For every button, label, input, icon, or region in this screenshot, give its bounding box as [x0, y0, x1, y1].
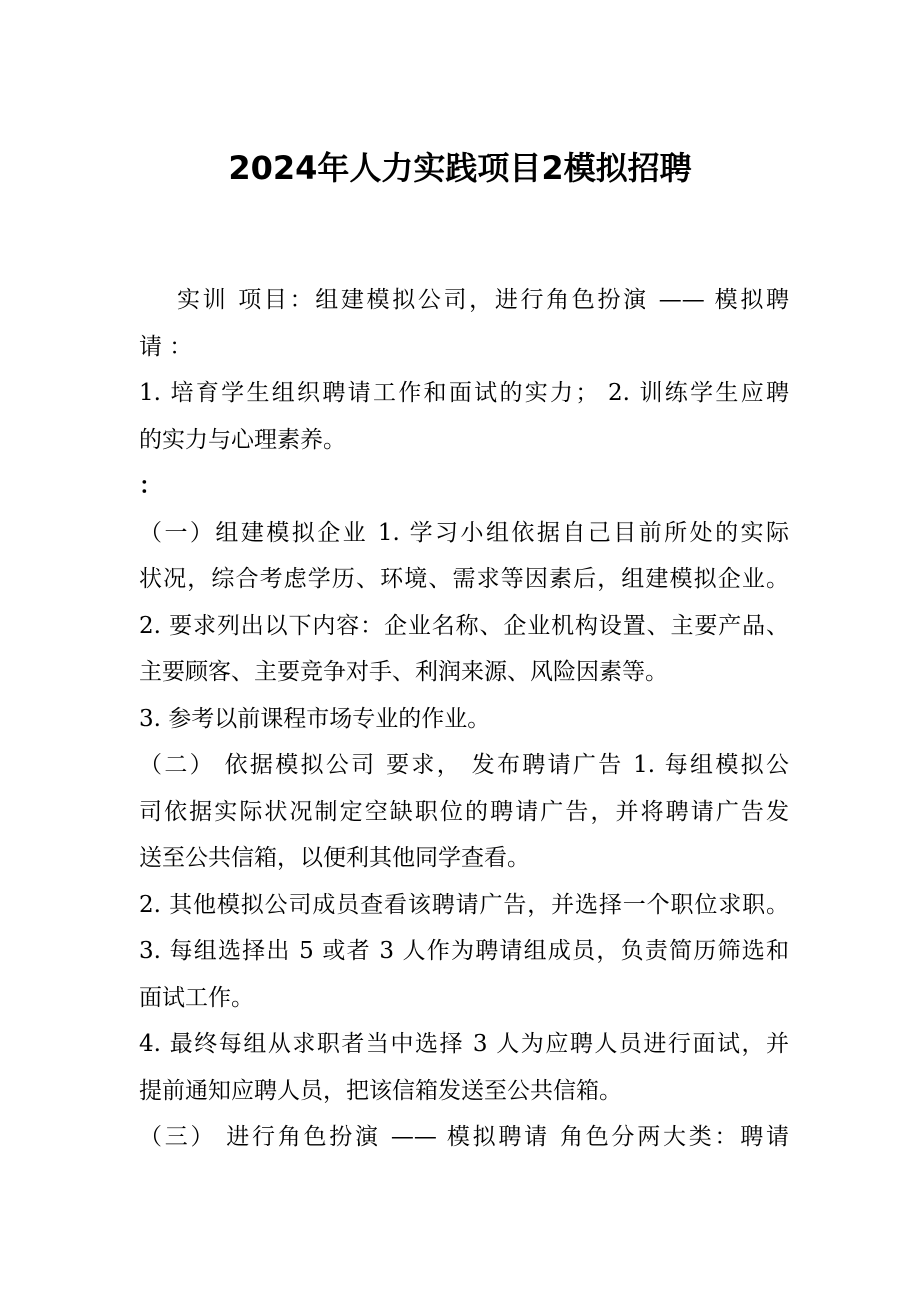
body-line: 面试工作。	[139, 984, 254, 1011]
body-line: （一）组建模拟企业 1. 学习小组依据自己目前所处的实际	[139, 519, 789, 546]
body-line: 送至公共信箱，以便利其他同学查看。	[139, 845, 530, 871]
body-line: 请 ：	[139, 333, 193, 360]
body-line: 3. 每组选择出 5 或者 3 人作为聘请组成员，负责简历筛选和	[139, 938, 789, 964]
body-line: 2. 其他模拟公司成员查看该聘请广告，并选择一个职位求职。	[139, 891, 789, 918]
document-body	[139, 277, 789, 1161]
body-line: ：	[139, 472, 162, 499]
body-line: 司依据实际状况制定空缺职位的聘请广告，并将聘请广告发	[139, 798, 789, 825]
body-line: 3. 参考以前课程市场专业的作业。	[139, 705, 491, 732]
body-line: 实训 项目：组建模拟公司，进行角色扮演 —— 模拟聘	[177, 287, 789, 313]
body-line: 2. 要求列出以下内容：企业名称、企业机构设置、主要产品、	[139, 612, 789, 639]
body-line: （二） 依据模拟公司 要求， 发布聘请广告 1. 每组模拟公	[139, 752, 789, 778]
document-title: 2024年人力实践项目2模拟招聘	[228, 149, 692, 187]
body-line: 1. 培育学生组织聘请工作和面试的实力； 2. 训练学生应聘	[139, 380, 789, 406]
body-line: （三） 进行角色扮演 —— 模拟聘请 角色分两大类：聘请	[139, 1124, 789, 1150]
body-line: 4. 最终每组从求职者当中选择 3 人为应聘人员进行面试，并	[139, 1031, 789, 1057]
body-line: 主要顾客、主要竞争对手、利润来源、风险因素等。	[139, 659, 668, 685]
body-line: 提前通知应聘人员，把该信箱发送至公共信箱。	[139, 1077, 622, 1104]
body-line: 的实力与心理素养。	[139, 426, 346, 453]
body-line: 状况，综合考虑学历、环境、需求等因素后，组建模拟企业。	[139, 566, 789, 592]
